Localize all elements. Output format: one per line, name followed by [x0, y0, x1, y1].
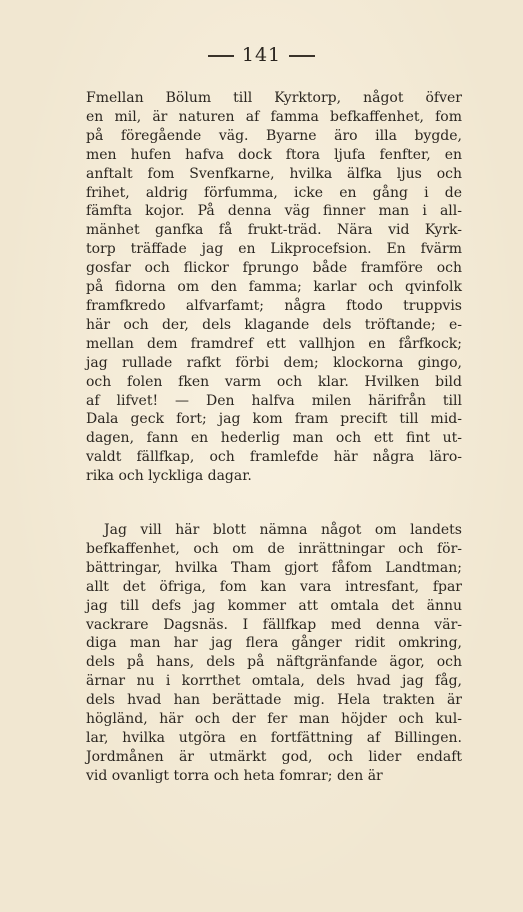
text-line: befkaffenhet, och om de inrättningar och för- [86, 540, 462, 557]
text-line: rika och lyckliga dagar. [86, 468, 252, 485]
text-line: och folen fken varm och klar. Hvilken bild [86, 373, 462, 390]
text-line: ärnar nu i korrthet omtala, dels hvad jag fåg, [86, 673, 462, 690]
text-line: Jag vill här blott nämna något om landets [104, 522, 462, 538]
header-dash-right [289, 55, 315, 57]
text-line: på föregående väg. Byarne äro illa bygde, [86, 127, 462, 144]
text-line: dagen, fann en hederlig man och ett fint ut- [86, 430, 462, 447]
text-line: bättringar, hvilka Tham gjort fåfom Landtman; [86, 559, 462, 576]
text-line: Jordmånen är utmärkt god, och lider endaft [86, 748, 462, 765]
text-line: högländ, här och der fer man höjder och kul- [86, 711, 462, 728]
paragraph-2 [86, 521, 462, 786]
text-line: mänhet ganfka få frukt-träd. Nära vid Kyrk- [86, 222, 462, 239]
text-line: dels på hans, dels på näftgränfande ägor, och [86, 654, 462, 671]
text-line: jag till defs jag kommer att omtala det ännu [86, 597, 462, 614]
text-line: vackrare Dagsnäs. I fällfkap med denna vär- [86, 616, 462, 633]
text-line: Fmellan Bölum till Kyrktorp, något öfver [86, 90, 462, 106]
text-line: gosfar och flickor fprungo både framföre och [86, 260, 462, 277]
text-line: en mil, är naturen af famma befkaffenhet, fom [86, 108, 462, 125]
text-line: allt det öfriga, fom kan vara intresfant, fpar [86, 578, 462, 595]
text-line: af lifvet! — Den halfva milen härifrån till [86, 392, 462, 409]
text-line: torp träffade jag en Likprocefsion. En fvärm [86, 241, 462, 258]
text-line: lar, hvilka utgöra en fortfättning af Billingen. [86, 729, 462, 746]
text-line: diga man har jag flera gånger ridit omkring, [86, 635, 462, 652]
text-line: men hufen hafva dock ftora ljufa fenfter, en [86, 146, 462, 163]
text-line: fämfta kojor. På denna väg finner man i all- [86, 203, 462, 220]
text-line: anftalt fom Svenfkarne, hvilka älfka ljus och [86, 165, 462, 182]
text-line: mellan dem framdref ett vallhjon en fårfkock; [86, 335, 462, 352]
text-line: på fidorna om den famma; karlar och qvinfolk [86, 279, 462, 296]
text-line: frihet, aldrig förfumma, icke en gång i de [86, 184, 462, 201]
text-line: framfkredo alfvarfamt; några ftodo truppvis [86, 297, 462, 314]
page-header [0, 44, 523, 66]
text-line: jag rullade rafkt förbi dem; klockorna gingo, [86, 354, 462, 371]
text-line: dels hvad han berättade mig. Hela trakten är [86, 692, 462, 709]
text-line: Dala geck fort; jag kom fram precift till mid- [86, 411, 462, 428]
text-line: valdt fällfkap, och framlefde här några läro- [86, 449, 462, 466]
header-dash-left [208, 55, 234, 57]
page-number: 141 [241, 44, 282, 66]
text-line: vid ovanligt torra och heta fomrar; den är [86, 767, 383, 784]
paragraph-1 [86, 89, 462, 486]
text-line: här och der, dels klagande dels tröftande; e- [86, 316, 462, 333]
